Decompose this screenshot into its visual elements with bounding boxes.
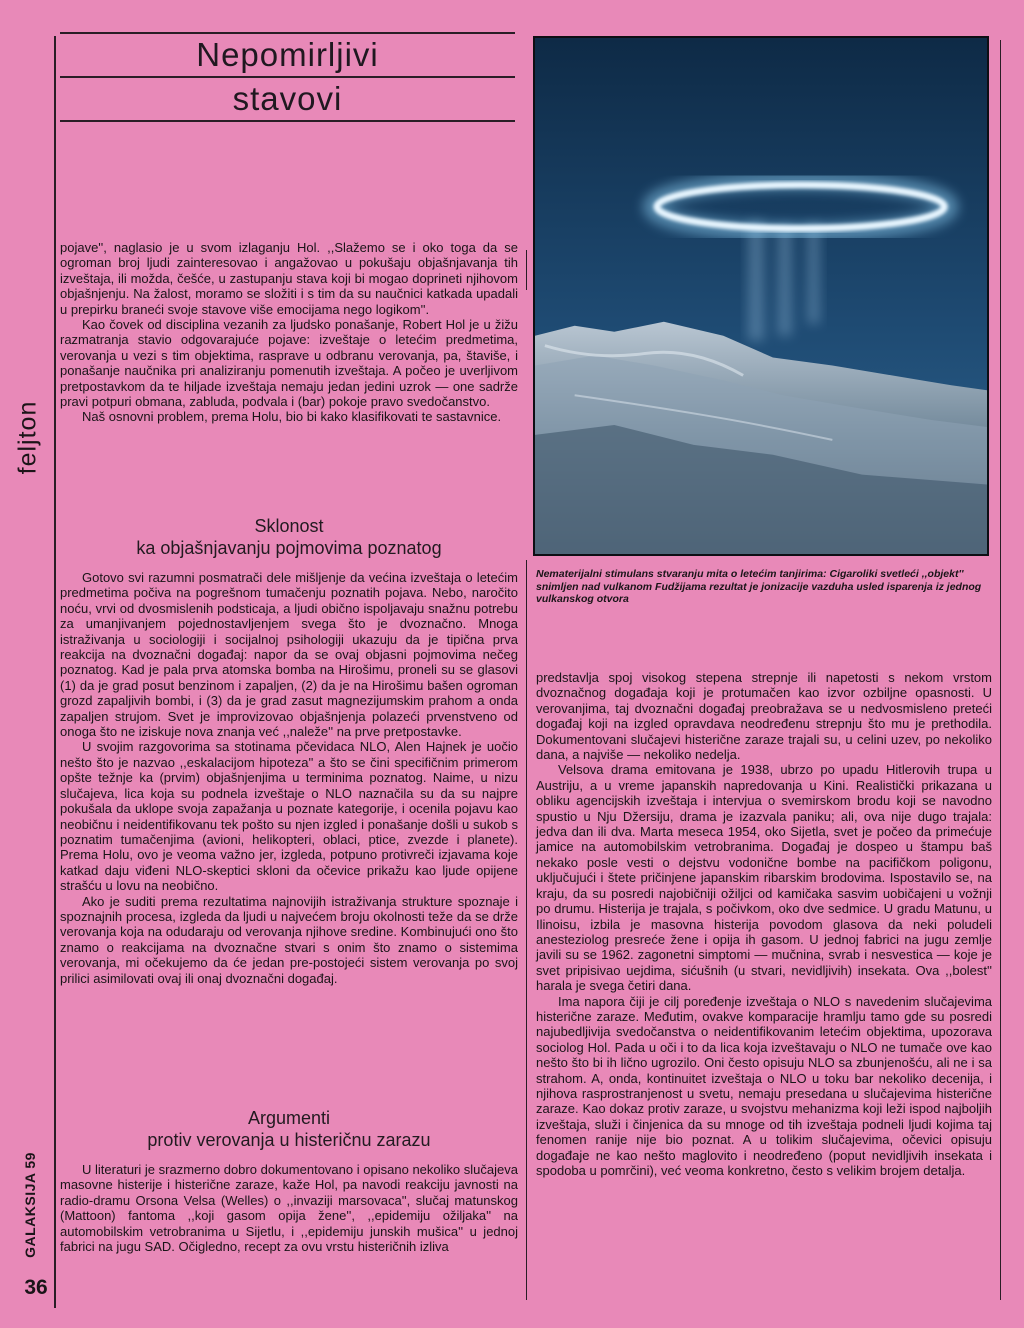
section2-text <box>60 1162 518 1254</box>
article-headline <box>60 32 515 122</box>
photo-caption: Nematerijalni stimulans stvaranju mita o letećim tanjirima: Cigaroliki svetleći ,,objekt'' snimljen nad vulkanom Fudžijama rezultat je jonizacije vazduha usled isparenja iz jednog vulkanskog otvora <box>536 568 982 605</box>
paragraph: Velsova drama emitovana je 1938, ubrzo po upadu Hitlerovih trupa u Austriju, a u vreme japanskih napredovanja u Kini. Realistički prikazana u obliku agencijskih izveštaja i intervjua o svemirskom brodu koji se navodno spustio u Nju Džersiju, drama je izazvala paniku; ali, ova nije dugo trajala: jedva dan ili dva. Marta meseca 1954, oko Sijetla, svet je počeo da primećuje jamice na automobilskim vetrobranima. Događaj je dospeo u štampu baš nekako posle vesti o dejstvu vodonične bombe na pacifičkom poligonu, uključujući i štete pričinjene japanskim ribarskim brodovima. Ispostavilo se, na kraju, da su posredi najobičniji ožiljci od kamičaka sasvim uobičajeni u vožnji po drumu. Histerija je trajala, s počivkom, oko dve sedmice. U gradu Matunu, u Ilinoisu, izbila je masovna histerija povodom glasova da neki poludeli anesteziolog presreće žene i opija ih gasom. U jednoj fabrici na jugu zemlje javili su se 1962. zagonetni simptomi — mučnina, svrab i nesvestica — koje je svet pripisivao uejdima, sićušnih (u stvari, nevidljivih) insekata. Ova ,,bolest'' harala je svega četiri dana. <box>536 762 992 994</box>
right-column-text <box>536 670 992 1178</box>
section-rubric: feljton <box>13 400 42 474</box>
paragraph: U svojim razgovorima sa stotinama pčevidaca NLO, Alen Hajnek je uočio nešto što je nazvao ,,eskalacijom hipoteza'' a što se čini specifičnim primerom opšte težnje ka (prvim) objašnjenjima u terminima poznatog. Naime, u nizu slučajeva, lica koja su podnela izveštaje o NLO naznačila su da su najpre pokušala da uklope svoja zapažanja u poznate kategorije, i ocenila pojavu kao neobičnu i neidentifikovanu tek pošto su njen izgled i ponašanje došli u sukob s poznatim tumačenjima (avioni, helikopteri, oblaci, ptice, zvezde i planete). Prema Holu, ovo je veoma važno jer, izgleda, potpuno protivreči izjavama koje katkad daju viđeni NLO-skeptici skloni da očevice prikažu kao ljude opijene strašću u lovu na neobično. <box>60 739 518 894</box>
paragraph: Ima napora čiji je cilj poređenje izveštaja o NLO s navedenim slučajevima histerične zaraze. Međutim, ovakve komparacije hramlju tamo gde su posredi najubedljivija svedočanstva o neidentifikovanim letećim objektima, upozorava sociolog Hol. Pada u oči i to da lica koja izveštavaju o NLO ne tumače ove kao nešto što bi ih lično ugrozilo. Oni često opisuju NLO sa zbunjenošću, ali ne i sa strahom. A, onda, kontinuitet izveštaja o NLO u toku bar nekoliko decenija, i njihova rasprostranjenost u svetu, nemaju presedana u slučajevima histerične zaraze. Kao dokaz protiv zaraze, u svojstvu mehanizma koji leži ispod najboljih izveštaja, služi i činjenica da su mnoge od tih izveštaja podneli ljudi kojima taj fenomen ranije nije bio poznat. A u tolikim slučajevima, očevici opisuju događaje ne kao nešto maglovito i neodređeno (poput nevidljivih insekata i spodoba u pomrčini), već veoma konkretno, često s velikim brojem detalja. <box>536 993 992 1178</box>
column-rule <box>526 560 527 1300</box>
paragraph: Ako je suditi prema rezultatima najnovijih istraživanja strukture spoznaje i spoznajnih procesa, izgleda da ljudi u najvećem broju okolnosti teže da se drže verovanja koja na odudaraju od verovanja njihove sredine. Kombinujući ono što znamo o reakcijama na dvoznačne stvari s onim što znamo o sistemima verovanja, mi očekujemo da će jedan pre-postojeći sistem verovanja po svoj prilici asimilovati ovaj ili onaj dvoznačni događaj. <box>60 893 518 986</box>
subheading-argumenti: Argumenti protiv verovanja u histeričnu zarazu <box>147 1108 431 1150</box>
paragraph: Gotovo svi razumni posmatrači dele mišljenje da većina izveštaja o letećim predmetima počiva na pogrešnom tumačenju poznatih pojava. Nebo, naročito noću, vrvi od dvosmislenih podsticaja, a ljudi obično ispoljavaju snažnu potrebu za umanjivanjem pojednostavljenjem svega što je dvoznačno. Mnoga istraživanja u sociologiji i socijalnoj psihologiji ukazuju da je tipična prva reakcija na dvoznačni događaj: napor da se ovaj objasni pojmovima nečeg poznatog. Kad je pala prva atomska bomba na Hirošimu, proneli su se glasovi (1) da je grad posut benzinom i zapaljen, (2) da je na Hirošimu bašen ogroman grozd zapaljivih bombi, i (3) da je grad zasut magnezijumskim prahom a onda zapaljen strujom. Svet je improvizovao objašnjenja polazeći prvenstveno od onoga što ne iziskuje nova znanja već ,,naleže'' na prve pretpostavke. <box>60 570 518 740</box>
paragraph: U literaturi je srazmerno dobro dokumentovano i opisano nekoliko slučajeva masovne histerije i histerične zaraze, kaže Hol, pa navodi reakciju javnosti na radio-dramu Orsona Velsa (Welles) o ,,invaziji marsovaca'', slučaj matunskog (Mattoon) fantoma ,,koji gasom opija žene'', ,,epidemiju ožiljaka'' na automobilskim vetrobranima u Sijetlu, i ,,epidemiju junskih mušica'' u jednoj fabrici na jugu SAD. Očigledno, recept za ovu vrstu histeričnih izliva <box>60 1162 518 1255</box>
headline-line-1: Nepomirljivi <box>196 36 379 73</box>
left-margin-rule <box>54 36 56 1308</box>
ufo-photo <box>533 36 989 556</box>
paragraph: predstavlja spoj visokog stepena strepnje ili napetosti s nekom vrstom dvoznačnog događaja koji je protumačen kao izvor ozbiljne opasnosti. U verovanjima, taj dvoznačni događaj preobražava se u nedvosmisleno preteći događaj koji na izgled opravdava neodređenu strepnju što mu je prethodila. Dokumentovani slučajevi histerične zaraze trajali su, u celini uzev, po nekoliko dana, a najviše — nekoliko nedelja. <box>536 670 992 763</box>
headline-line-2: stavovi <box>232 80 343 117</box>
volcano-cloud-image <box>535 38 987 554</box>
headline-rule-bottom <box>60 120 515 122</box>
paragraph: Kao čovek od disciplina vezanih za ljudsko ponašanje, Robert Hol je u žižu razmatranja stavio odgovarajuće pojave: izveštaje o letećim predmetima, verovanja u vezi s tim objektima, rasprave u odbranu verovanja, pa, štaviše, i ponašanje naučnika pri analiziranju pomenutih izveštaja. A počeo je uverljivom pretpostavkom da te hiljade izveštaja nemaju jedan jedini uzrok — one sadrže pravi potpuri obmana, zabluda, podvala i (bar) pokoje pravo svedočanstvo. <box>60 317 518 410</box>
paragraph: Naš osnovni problem, prema Holu, bio bi kako klasifikovati te sastavnice. <box>82 409 502 425</box>
section1-text <box>60 570 518 986</box>
page-number: 36 <box>24 1276 48 1299</box>
intro-text <box>60 240 518 425</box>
right-margin-rule <box>1000 40 1001 1300</box>
magazine-name: GALAKSIJA 59 <box>22 1152 38 1258</box>
paragraph: pojave'', naglasio je u svom izlaganju Hol. ,,Slažemo se i oko toga da se ogroman broj ljudi zainteresovao i angažovao u pokušaju objašnjavanja tih izveštaja, ili možda, češće, u zastupanju stava koji bi mogao doprineti njihovom objašnjenju. Na žalost, moramo se složiti i s tim da su naučnici katkada upadali u prepirku braneći svoje stavove više emocijama nego logikom''. <box>60 240 518 317</box>
column-rule <box>526 250 527 290</box>
subheading-sklonost: Sklonost ka objašnjavanju pojmovima poznatog <box>136 516 442 558</box>
